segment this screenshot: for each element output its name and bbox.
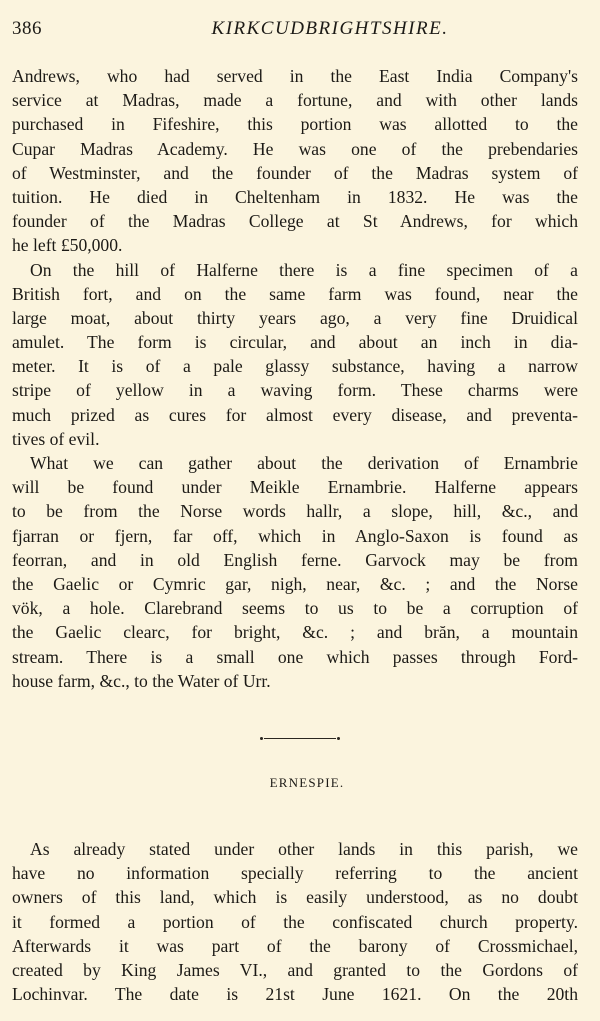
text-block-halferne <box>12 64 578 693</box>
text-line: service at Madras, made a fortune, and with other lands <box>12 90 578 111</box>
text-line: feorran, and in old English ferne. Garvock may be from <box>12 549 578 570</box>
section-divider <box>264 738 336 739</box>
running-title: KIRKCUDBRIGHTSHIRE. <box>211 18 449 39</box>
text-line: stream. There is a small one which passes through Ford- <box>12 646 578 667</box>
text-line: British fort, and on the same farm was found, near the <box>12 283 578 304</box>
text-line: large moat, about thirty years ago, a very fine Druidical <box>12 307 578 328</box>
text-line: owners of this land, which is easily understood, as no doubt <box>12 887 578 908</box>
text-line: As already stated under other lands in this parish, we <box>30 839 578 859</box>
text-line: much prized as cures for almost every disease, and preventa- <box>12 404 578 425</box>
text-line: it formed a portion of the confiscated church property. <box>12 911 578 932</box>
text-line: he left £50,000. <box>12 235 123 256</box>
text-line: Andrews, who had served in the East India Company's <box>12 66 578 86</box>
text-line: have no information specially referring to the ancient <box>12 863 578 884</box>
text-line: purchased in Fifeshire, this portion was allotted to the <box>12 114 578 135</box>
text-line: amulet. The form is circular, and about an inch in dia- <box>12 332 578 353</box>
text-line: Afterwards it was part of the barony of Crossmichael, <box>12 935 578 956</box>
text-line: stripe of yellow in a waving form. These charms were <box>12 380 578 401</box>
text-line: will be found under Meikle Ernambrie. Halferne appears <box>12 477 578 498</box>
text-line: of Westminster, and the founder of the Madras system of <box>12 162 578 183</box>
text-line: tuition. He died in Cheltenham in 1832. He was the <box>12 186 578 207</box>
text-line: tives of evil. <box>12 428 100 449</box>
text-line: vök, a hole. Clarebrand seems to us to be a corruption of <box>12 598 578 619</box>
text-line: the Gaelic clearc, for bright, &c. ; and brăn, a mountain <box>12 622 578 643</box>
text-line: What we can gather about the derivation of Ernambrie <box>30 453 578 473</box>
text-line: fjarran or fjern, far off, which in Anglo-Saxon is found as <box>12 525 578 546</box>
page-header <box>12 18 588 44</box>
text-line: meter. It is of a pale glassy substance, having a narrow <box>12 356 578 377</box>
text-line: Cupar Madras Academy. He was one of the prebendaries <box>12 138 578 159</box>
text-line: Lochinvar. The date is 21st June 1621. On the 20th <box>12 984 578 1005</box>
text-line: to be from the Norse words hallr, a slope, hill, &c., and <box>12 501 578 522</box>
page-number: 386 <box>12 18 42 39</box>
text-block-ernespie <box>12 837 578 1006</box>
text-line: created by King James VI., and granted to the Gordons of <box>12 959 578 980</box>
text-line: founder of the Madras College at St Andrews, for which <box>12 211 578 232</box>
text-line: On the hill of Halferne there is a fine specimen of a <box>30 259 578 280</box>
text-line: the Gaelic or Cymric gar, nigh, near, &c. ; and the Norse <box>12 573 578 594</box>
section-heading: ERNESPIE. <box>269 775 345 790</box>
text-line: house farm, &c., to the Water of Urr. <box>12 670 271 691</box>
